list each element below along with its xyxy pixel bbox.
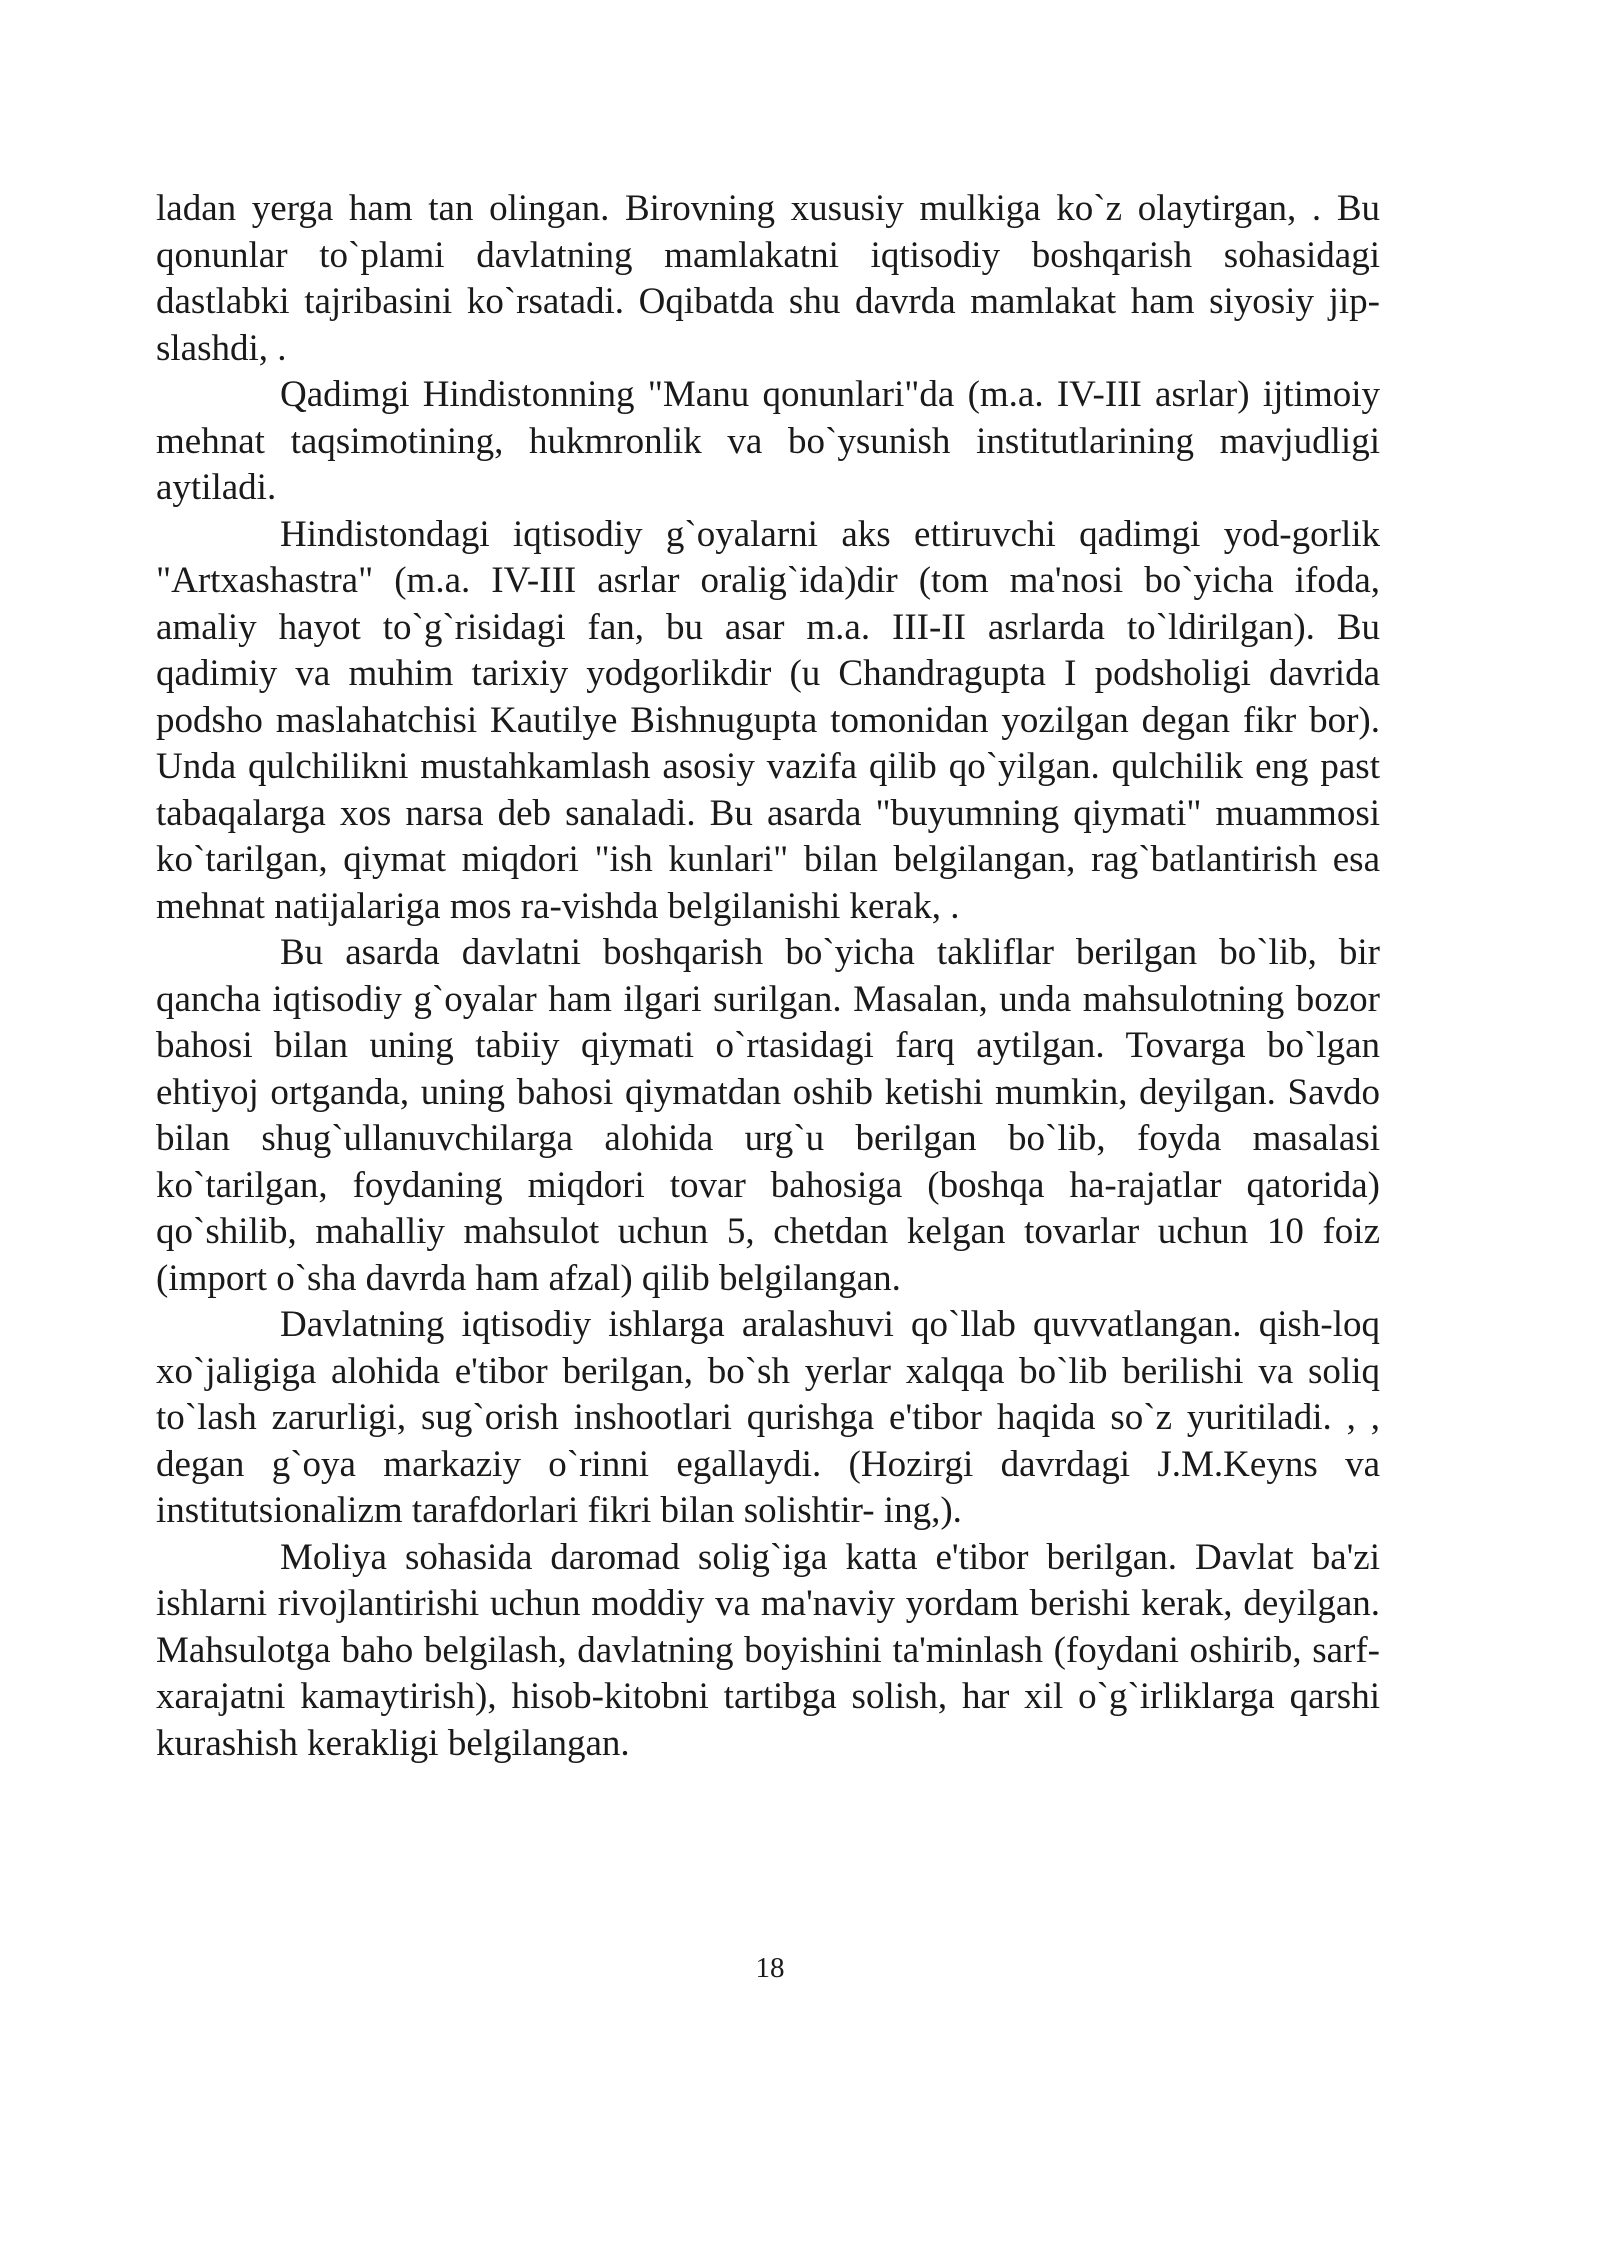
- paragraph-4: Bu asarda davlatni boshqarish bo`yicha takliflar berilgan bo`lib, bir qancha iqtisodiy g`oyalar ham ilgari surilgan. Masalan, unda mahsulotning bozor bahosi bilan uning tabiiy qiymati o`rtasidagi farq aytilgan. Tovarga bo`lgan ehtiyoj ortganda, uning bahosi qiymatdan oshib ketishi mumkin, deyilgan. Savdo bilan shug`ullanuvchilarga alohida urg`u berilgan bo`lib, foyda masalasi ko`tarilgan, foydaning miqdori tovar bahosiga (boshqa ha-rajatlar qatorida) qo`shilib, mahalliy mahsulot uchun 5, chetdan kelgan tovarlar uchun 10 foiz (import o`sha davrda ham afzal) qilib belgilangan.: [156, 932, 1380, 1299]
- document-body: [156, 186, 1380, 1767]
- paragraph-6: Moliya sohasida daromad solig`iga katta e'tibor berilgan. Davlat ba'zi ishlarni rivojlantirishi uchun moddiy va ma'naviy yordam berishi kerak, deyilgan. Mahsulotga baho belgilash, davlatning boyishini ta'minlash (foydani oshirib, sarf-xarajatni kamaytirish), hisob-kitobni tartibga solish, har xil o`g`irliklarga qarshi kurashish kerakligi belgilangan.: [156, 1536, 1380, 1764]
- page-number: 18: [755, 1952, 785, 1984]
- paragraph-5: Davlatning iqtisodiy ishlarga aralashuvi qo`llab quvvatlangan. qish-loq xo`jaligiga alohida e'tibor berilgan, bo`sh yerlar xalqqa bo`lib berilishi va soliq to`lash zarurligi, sug`orish inshootlari qurishga e'tibor haqida so`z yuritiladi. , , degan g`oya markaziy o`rinni egallaydi. (Hozirgi davrdagi J.M.Keyns va institutsionalizm tarafdorlari fikri bilan solishtir- ing,).: [156, 1304, 1380, 1531]
- paragraph-1: ladan yerga ham tan olingan. Birovning xususiy mulkiga ko`z olaytirgan, . Bu qonunlar to`plami davlatning mamlakatni iqtisodiy boshqarish sohasidagi dastlabki tajribasini ko`rsatadi. Oqibatda shu davrda mamlakat ham siyosiy jip- slashdi, .: [156, 188, 1380, 369]
- paragraph-2: Qadimgi Hindistonning "Manu qonunlari"da (m.a. IV-III asrlar) ijtimoiy mehnat taqsimotining, hukmronlik va bo`ysunish institutlarining mavjudligi aytiladi.: [156, 374, 1380, 508]
- paragraph-3: Hindistondagi iqtisodiy g`oyalarni aks ettiruvchi qadimgi yod-gorlik "Artxashastra" (m.a. IV-III asrlar oralig`ida)dir (tom ma'nosi bo`yicha ifoda, amaliy hayot to`g`risidagi fan, bu asar m.a. III-II asrlarda to`ldirilgan). Bu qadimiy va muhim tarixiy yodgorlikdir (u Chandragupta I podsholigi davrida podsho maslahatchisi Kautilye Bishnugupta tomonidan yozilgan degan fikr bor). Unda qulchilikni mustahkamlash asosiy vazifa qilib qo`yilgan. qulchilik eng past tabaqalarga xos narsa deb sanaladi. Bu asarda "buyumning qiymati" muammosi ko`tarilgan, qiymat miqdori "ish kunlari" bilan belgilangan, rag`batlantirish esa mehnat natijalariga mos ra-vishda belgilanishi kerak, .: [156, 513, 1380, 927]
